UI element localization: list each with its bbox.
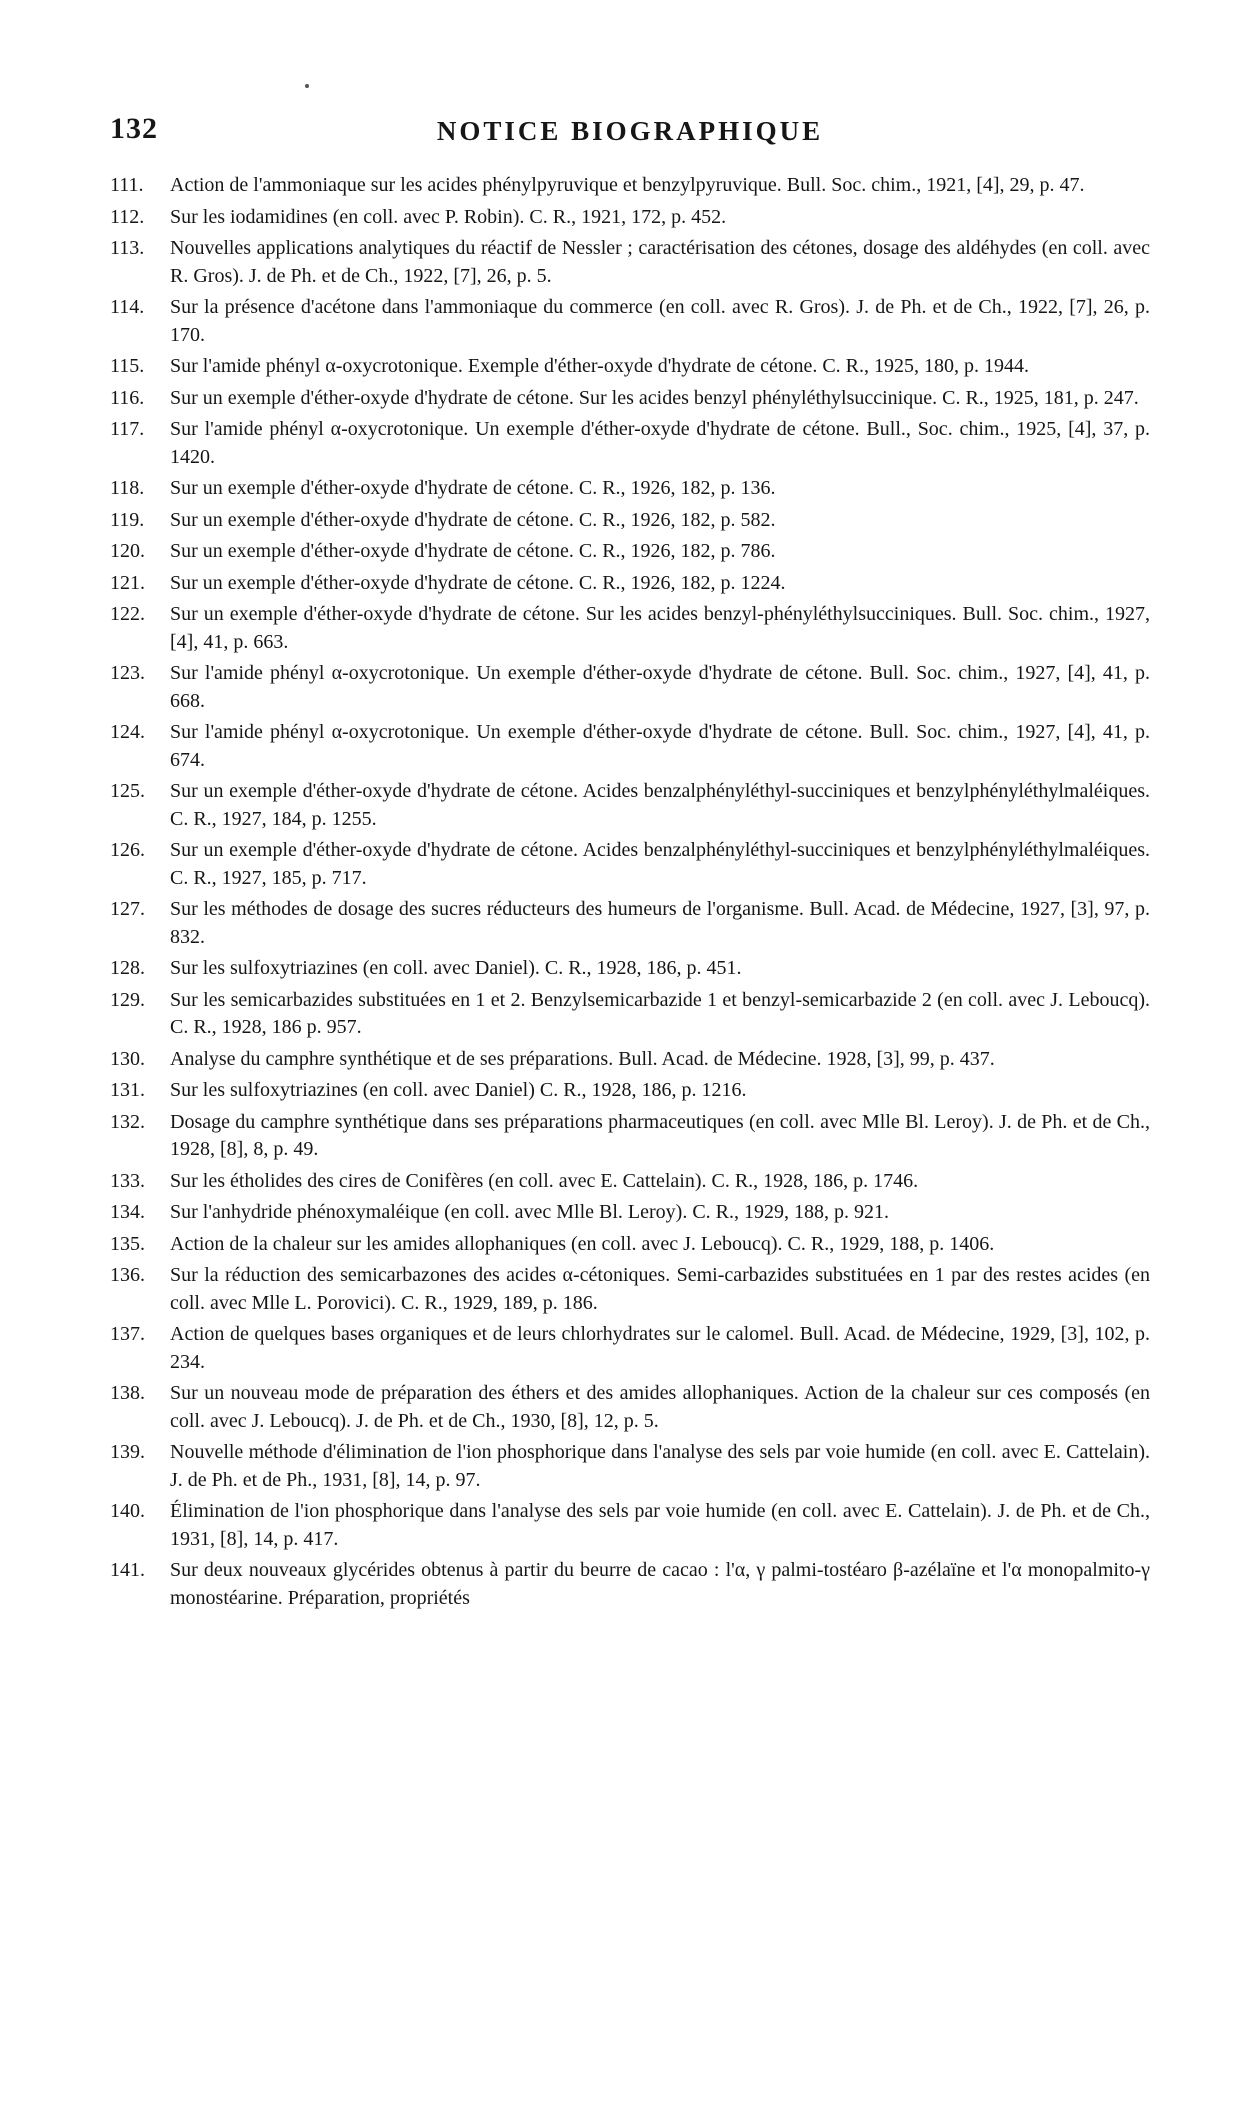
- entry-text: Action de la chaleur sur les amides allophaniques (en coll. avec J. Leboucq). C. R., 1929, 188, p. 1406.: [170, 1232, 995, 1255]
- bibliography-entry: [110, 1199, 1150, 1227]
- bibliography-entry: [110, 778, 1150, 833]
- entry-number: 121.: [110, 571, 145, 594]
- entry-text: Nouvelles applications analytiques du réactif de Nessler ; caractérisation des cétones, dosage des aldéhydes (en coll. avec R. Gros). J. de Ph. et de Ch., 1922, [7], 26, p. 5.: [170, 237, 1150, 287]
- page-number: 132: [110, 112, 158, 145]
- entry-number: 129.: [110, 988, 145, 1011]
- entry-text: Action de l'ammoniaque sur les acides phénylpyruvique et benzylpyruvique. Bull. Soc. chim., 1921, [4], 29, p. 47.: [170, 174, 1085, 196]
- entry-text: Sur deux nouveaux glycérides obtenus à partir du beurre de cacao : l'α, γ palmi-tostéaro β-azélaïne et l'α monopalmito-γ monostéarine. Préparation, propriétés: [170, 1559, 1150, 1609]
- entry-text: Élimination de l'ion phosphorique dans l'analyse des sels par voie humide (en coll. avec E. Cattelain). J. de Ph. et de Ch., 1931, [8], 14, p. 417.: [170, 1500, 1150, 1550]
- entry-text: Sur un exemple d'éther-oxyde d'hydrate de cétone. C. R., 1926, 182, p. 1224.: [170, 571, 786, 594]
- entry-number: 139.: [110, 1441, 145, 1463]
- entry-number: 134.: [110, 1201, 145, 1223]
- entry-text: Sur un exemple d'éther-oxyde d'hydrate de cétone. Sur les acides benzyl-phényléthylsucciniques. Bull. Soc. chim., 1927, [4], 41, p. 663.: [170, 603, 1150, 653]
- entry-text: Sur un exemple d'éther-oxyde d'hydrate de cétone. C. R., 1926, 182, p. 786.: [170, 540, 776, 562]
- entry-text: Sur l'amide phényl α-oxycrotonique. Exemple d'éther-oxyde d'hydrate de cétone. C. R., 1925, 180, p. 1944.: [170, 355, 1030, 377]
- scan-speck: [305, 84, 309, 88]
- bibliography-entry: [110, 507, 1150, 535]
- bibliography-entry: [110, 294, 1150, 349]
- bibliography-entry: [110, 1168, 1150, 1196]
- entry-text: Sur l'amide phényl α-oxycrotonique. Un exemple d'éther-oxyde d'hydrate de cétone. Bull. Soc. chim., 1927, [4], 41, p. 668.: [170, 662, 1150, 712]
- entry-text: Sur un exemple d'éther-oxyde d'hydrate de cétone. Sur les acides benzyl phényléthylsuccinique. C. R., 1925, 181, p. 247.: [170, 386, 1139, 409]
- bibliography-entry: [110, 1380, 1150, 1435]
- bibliography-entry: [110, 837, 1150, 892]
- bibliography-entry: [110, 987, 1150, 1042]
- entry-text: Sur un exemple d'éther-oxyde d'hydrate de cétone. Acides benzalphényléthyl-succiniques et benzylphényléthylmaléiques. C. R., 1927, 185, p. 717.: [170, 839, 1150, 889]
- entry-text: Sur la réduction des semicarbazones des acides α-cétoniques. Semi-carbazides substituées en 1 par des restes acides (en coll. avec Mlle L. Porovici). C. R., 1929, 189, p. 186.: [170, 1264, 1150, 1314]
- entry-text: Sur les semicarbazides substituées en 1 et 2. Benzylsemicarbazide 1 et benzyl-semicarbazide 2 (en coll. avec J. Leboucq). C. R., 1928, 186 p. 957.: [170, 988, 1150, 1038]
- bibliography-entry: [110, 235, 1150, 290]
- entry-text: Nouvelle méthode d'élimination de l'ion phosphorique dans l'analyse des sels par voie humide (en coll. avec E. Cattelain). J. de Ph. et de Ph., 1931, [8], 14, p. 97.: [170, 1441, 1150, 1491]
- bibliography-entry: [110, 719, 1150, 774]
- entry-text: Sur l'anhydride phénoxymaléique (en coll. avec Mlle Bl. Leroy). C. R., 1929, 188, p. 921.: [170, 1201, 890, 1223]
- entry-number: 120.: [110, 540, 145, 562]
- entry-number: 114.: [110, 296, 145, 318]
- entry-text: Sur les sulfoxytriazines (en coll. avec Daniel). C. R., 1928, 186, p. 451.: [170, 957, 742, 979]
- entry-text: Sur les étholides des cires de Conifères (en coll. avec E. Cattelain). C. R., 1928, 186, p. 1746.: [170, 1169, 919, 1192]
- entry-text: Sur un nouveau mode de préparation des éthers et des amides allophaniques. Action de la chaleur sur ces composés (en coll. avec J. Leboucq). J. de Ph. et de Ch., 1930, [8], 12, p. 5.: [170, 1382, 1150, 1432]
- entry-number: 124.: [110, 721, 145, 743]
- page-header: [110, 112, 1150, 152]
- entry-number: 111.: [110, 174, 144, 196]
- entry-number: 138.: [110, 1382, 145, 1404]
- entry-number: 126.: [110, 839, 145, 861]
- entry-text: Action de quelques bases organiques et de leurs chlorhydrates sur le calomel. Bull. Acad. de Médecine, 1929, [3], 102, p. 234.: [170, 1323, 1150, 1373]
- entry-text: Dosage du camphre synthétique dans ses préparations pharmaceutiques (en coll. avec Mlle Bl. Leroy). J. de Ph. et de Ch., 1928, [8], 8, p. 49.: [170, 1110, 1150, 1160]
- bibliography-entry: [110, 385, 1150, 413]
- entry-text: Sur l'amide phényl α-oxycrotonique. Un exemple d'éther-oxyde d'hydrate de cétone. Bull. Soc. chim., 1927, [4], 41, p. 674.: [170, 721, 1150, 771]
- entry-text: Sur l'amide phényl α-oxycrotonique. Un exemple d'éther-oxyde d'hydrate de cétone. Bull., Soc. chim., 1925, [4], 37, p. 1420.: [170, 418, 1150, 468]
- entry-number: 122.: [110, 603, 145, 625]
- entry-text: Sur les iodamidines (en coll. avec P. Robin). C. R., 1921, 172, p. 452.: [170, 205, 727, 228]
- entry-number: 112.: [110, 205, 145, 228]
- entry-number: 128.: [110, 957, 145, 979]
- bibliography-entry: [110, 353, 1150, 381]
- entry-number: 123.: [110, 662, 145, 684]
- entry-number: 125.: [110, 780, 145, 802]
- entry-number: 118.: [110, 477, 145, 499]
- entry-number: 135.: [110, 1232, 145, 1255]
- bibliography-entry: [110, 570, 1150, 598]
- bibliography-entry: [110, 601, 1150, 656]
- entry-number: 119.: [110, 508, 145, 531]
- bibliography-entry: [110, 1109, 1150, 1164]
- bibliography-entry: [110, 1262, 1150, 1317]
- entry-number: 131.: [110, 1079, 145, 1101]
- bibliography-entry: [110, 1231, 1150, 1259]
- bibliography-list: [110, 172, 1150, 1616]
- bibliography-entry: [110, 955, 1150, 983]
- entry-number: 136.: [110, 1264, 145, 1286]
- entry-number: 116.: [110, 386, 145, 409]
- entry-text: Sur la présence d'acétone dans l'ammoniaque du commerce (en coll. avec R. Gros). J. de Ph. et de Ch., 1922, [7], 26, p. 170.: [170, 296, 1150, 346]
- bibliography-entry: [110, 475, 1150, 503]
- bibliography-entry: [110, 1046, 1150, 1074]
- bibliography-entry: [110, 896, 1150, 951]
- bibliography-entry: [110, 660, 1150, 715]
- entry-number: 130.: [110, 1047, 145, 1070]
- entry-number: 117.: [110, 418, 145, 440]
- bibliography-entry: [110, 1498, 1150, 1553]
- entry-number: 132.: [110, 1110, 145, 1133]
- bibliography-entry: [110, 1321, 1150, 1376]
- entry-number: 133.: [110, 1169, 145, 1192]
- bibliography-entry: [110, 416, 1150, 471]
- bibliography-entry: [110, 204, 1150, 232]
- entry-number: 115.: [110, 355, 145, 377]
- entry-text: Sur les méthodes de dosage des sucres réducteurs des humeurs de l'organisme. Bull. Acad. de Médecine, 1927, [3], 97, p. 832.: [170, 898, 1150, 948]
- entry-text: Sur un exemple d'éther-oxyde d'hydrate de cétone. C. R., 1926, 182, p. 136.: [170, 477, 776, 499]
- entry-number: 127.: [110, 898, 145, 920]
- bibliography-entry: [110, 1077, 1150, 1105]
- entry-text: Analyse du camphre synthétique et de ses préparations. Bull. Acad. de Médecine. 1928, [3], 99, p. 437.: [170, 1047, 995, 1070]
- entry-number: 140.: [110, 1500, 145, 1522]
- entry-number: 137.: [110, 1323, 145, 1345]
- entry-text: Sur un exemple d'éther-oxyde d'hydrate de cétone. Acides benzalphényléthyl-succiniques et benzylphényléthylmaléiques. C. R., 1927, 184, p. 1255.: [170, 780, 1150, 830]
- bibliography-entry: [110, 172, 1150, 200]
- entry-number: 141.: [110, 1559, 145, 1581]
- running-title: NOTICE BIOGRAPHIQUE: [436, 116, 824, 146]
- entry-number: 113.: [110, 237, 145, 259]
- entry-text: Sur un exemple d'éther-oxyde d'hydrate de cétone. C. R., 1926, 182, p. 582.: [170, 508, 776, 531]
- entry-text: Sur les sulfoxytriazines (en coll. avec Daniel) C. R., 1928, 186, p. 1216.: [170, 1079, 747, 1101]
- bibliography-entry: [110, 1557, 1150, 1612]
- bibliography-entry: [110, 1439, 1150, 1494]
- bibliography-entry: [110, 538, 1150, 566]
